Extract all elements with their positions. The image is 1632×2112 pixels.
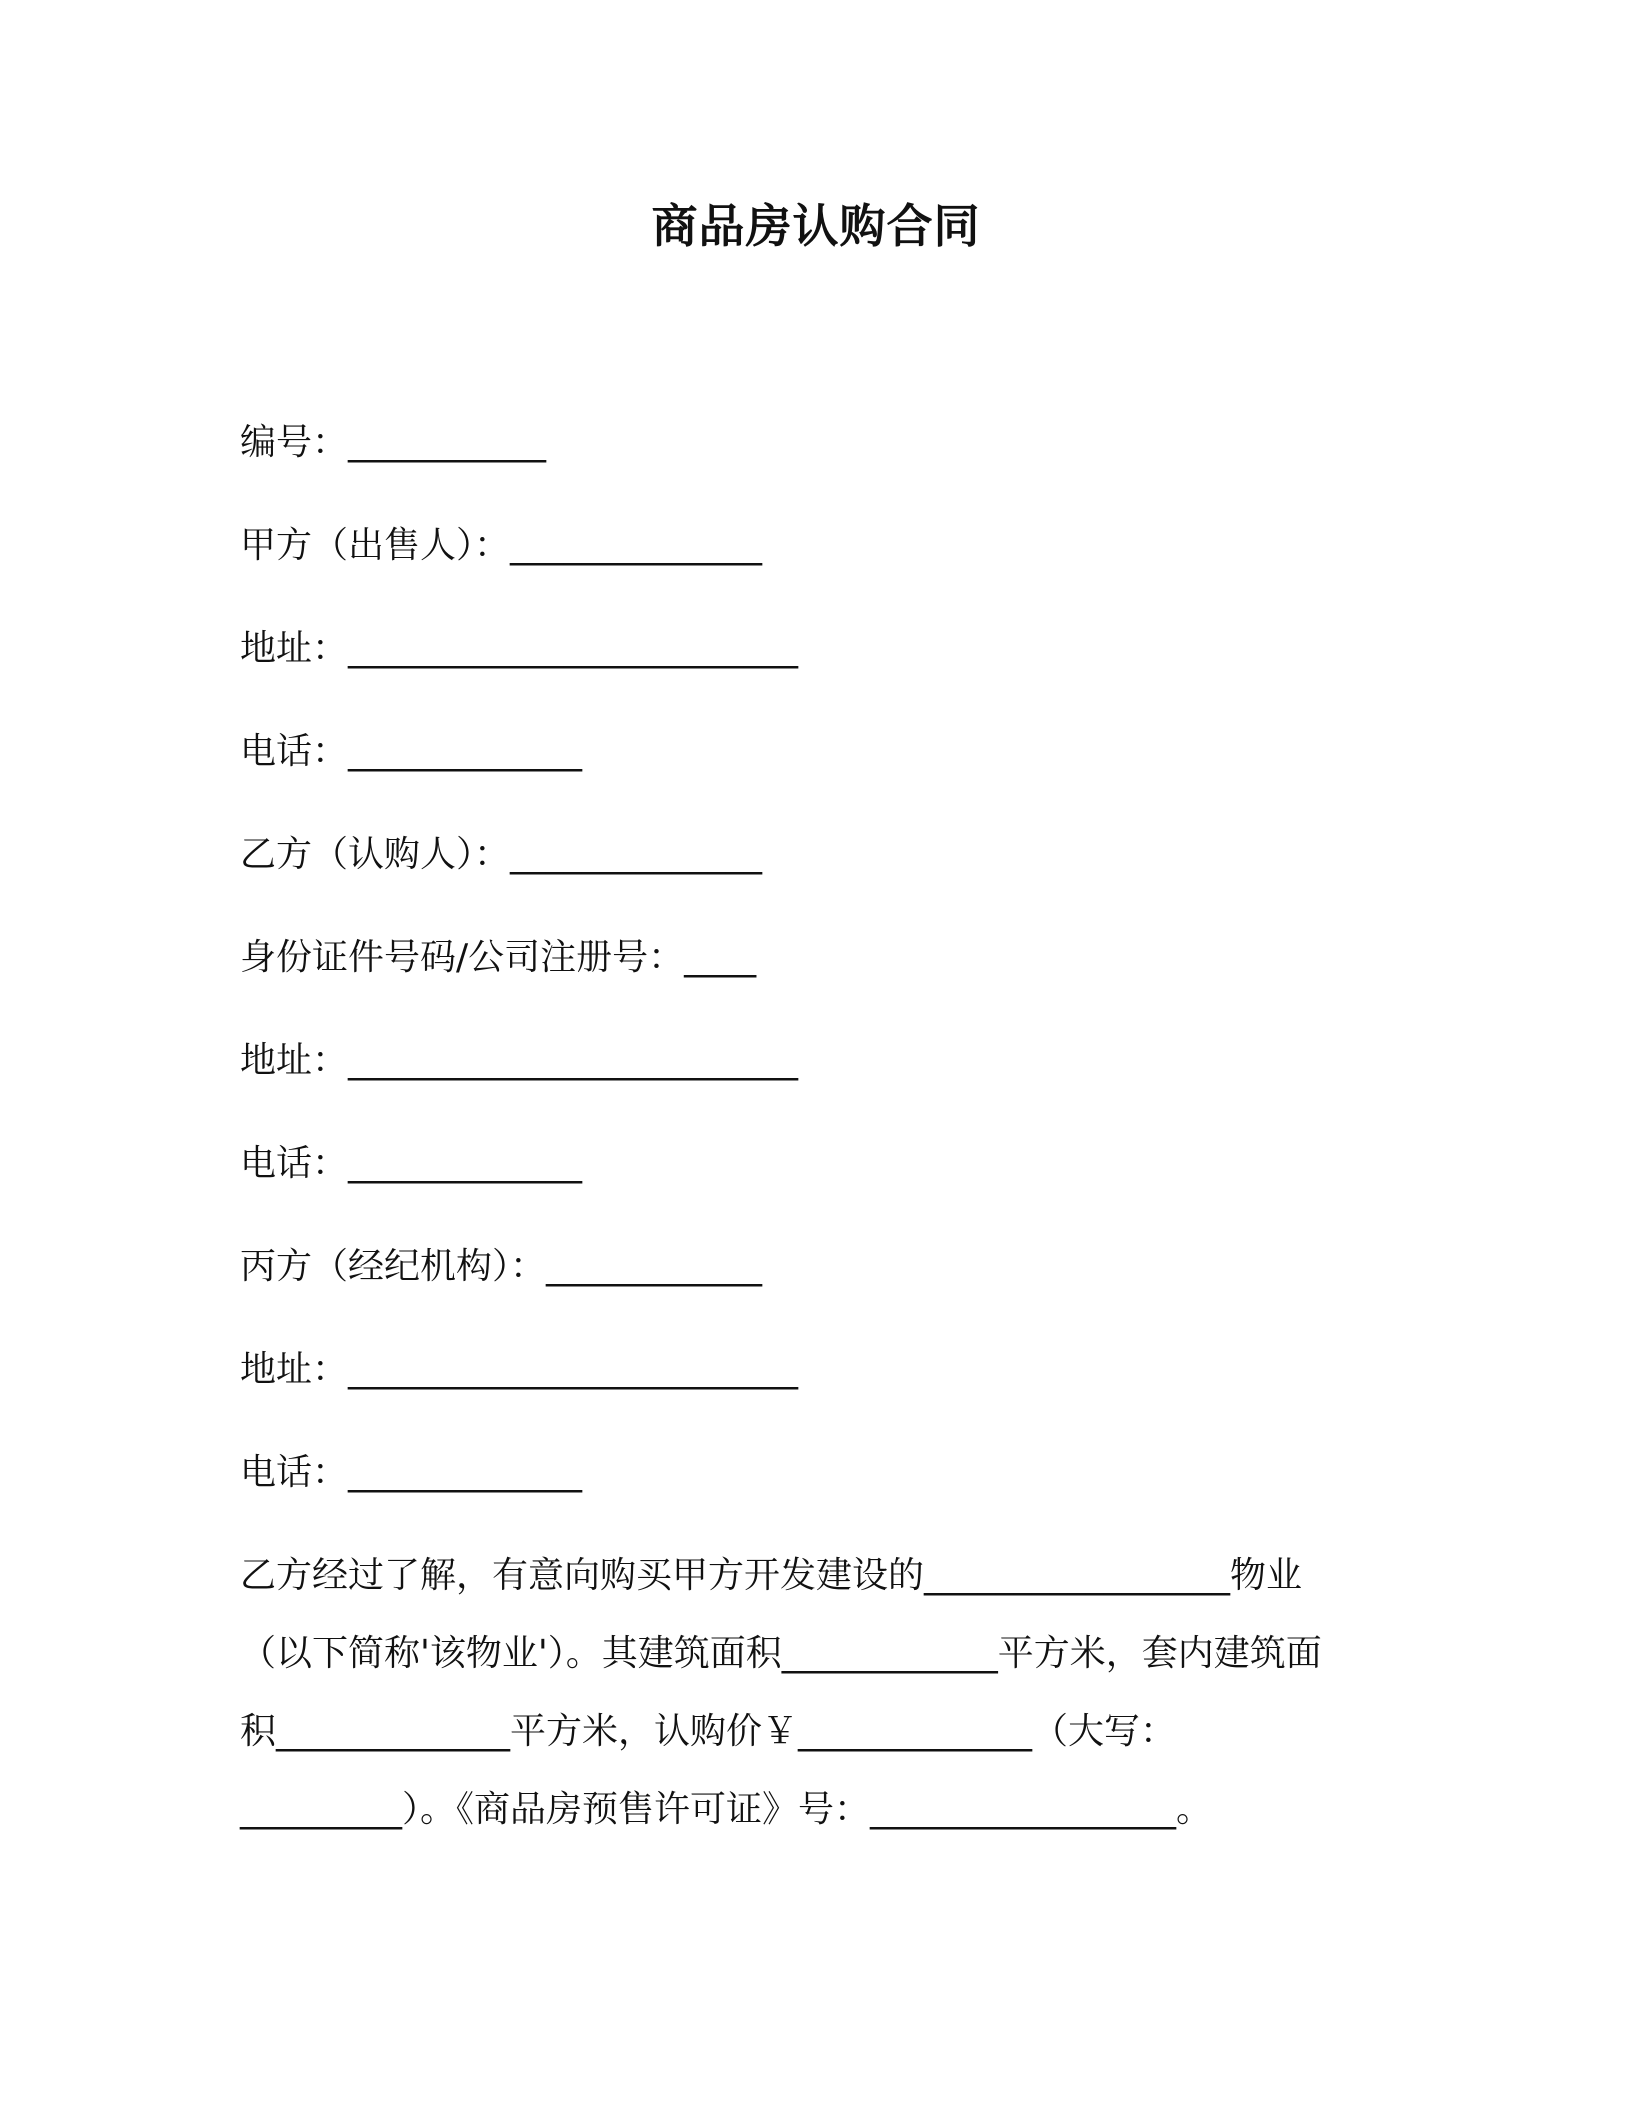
party-b-id-number-field: 身份证件号码/公司注册号：____ [240,937,757,978]
party-a-phone-field: 电话：_____________ [240,731,583,772]
paragraph-line: 积_____________平方米，认购价￥_____________（大写： [240,1711,1177,1752]
party-b-address-field: 地址：_________________________ [240,1040,799,1081]
document-title: 商品房认购合同 [651,199,981,253]
party-c-address-field: 地址：_________________________ [240,1349,799,1390]
party-c-agency-field: 丙方（经纪机构）：____________ [240,1246,763,1287]
party-b-buyer-field: 乙方（认购人）：______________ [240,834,763,875]
party-c-phone-field: 电话：_____________ [240,1452,583,1493]
paragraph-line: （以下简称'该物业'）。其建筑面积____________平方米，套内建筑面 [240,1633,1322,1674]
contract-number-field: 编号：___________ [240,422,547,463]
party-a-address-field: 地址：_________________________ [240,628,799,669]
paragraph-line: _________）。《商品房预售许可证》号：_________________。 [240,1789,1213,1830]
paragraph-line: 乙方经过了解，有意向购买甲方开发建设的_________________物业 [240,1555,1303,1596]
party-b-phone-field: 电话：_____________ [240,1143,583,1184]
party-a-seller-field: 甲方（出售人）：______________ [240,525,763,566]
